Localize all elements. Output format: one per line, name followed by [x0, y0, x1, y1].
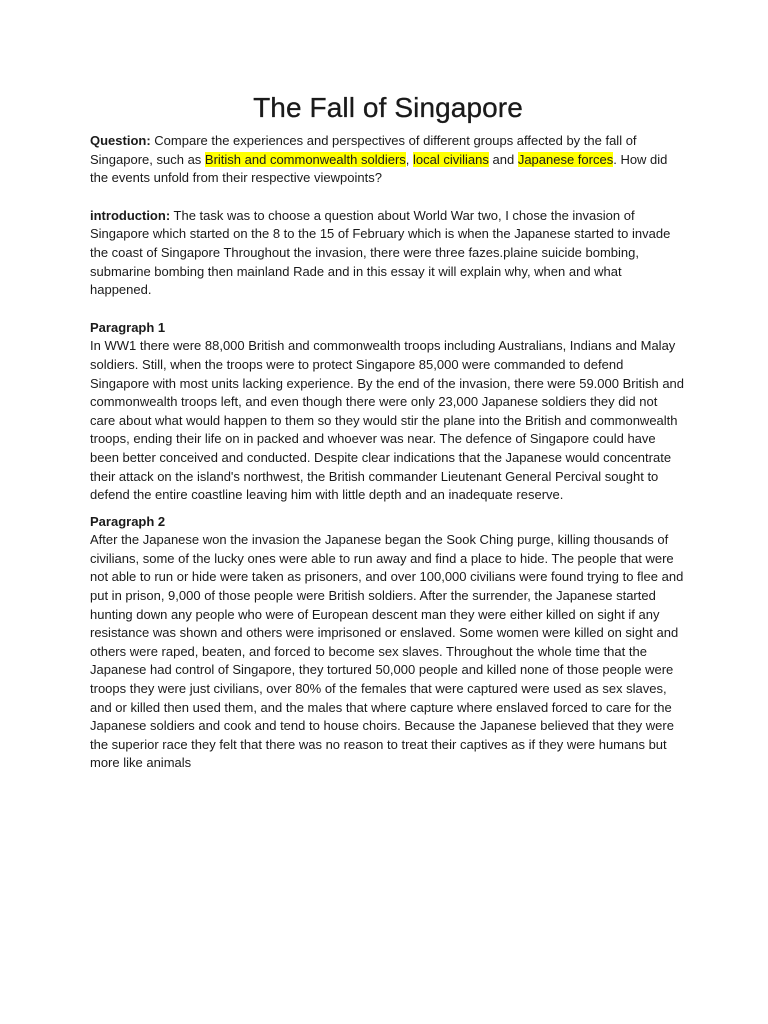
- paragraph-2-text: After the Japanese won the invasion the Japanese began the Sook Ching purge, killing thousands of civilians, some of the lucky ones were able to run away and find a place to hide. The people that were not able to run or hide were taken as prisoners, and over 100,000 civilians were found trying to flee and put in prison, 9,000 of those people were British soldiers. After the surrender, the Japanese started hunting down any people who were of European descent man they were either killed on sight if any resistance was shown and others were imprisoned or enslaved. Some women were killed on sight and others were raped, beaten, and forced to become sex slaves. Throughout the whole time that the Japanese had control of Singapore, they tortured 50,000 people and killed none of those people were troops they were just civilians, over 80% of the females that were captured were used as sex slaves, and or killed then used them, and the males that where capture where enslaved forced to care for the Japanese soldiers and cook and tend to house choirs. Because the Japanese believed that they were the superior race they felt that there was no reason to treat their captives as if they were humans but more like animals: [90, 532, 684, 771]
- question-text-2: ,: [405, 151, 414, 167]
- introduction-text: The task was to choose a question about World War two, I chose the invasion of Singapore which started on the 8 to the 15 of February which is when the Japanese started to invade the coast of Singapore Throughout the invasion, there were three fazes.plaine suicide bombing, submarine bombing then mainland Rade and in this essay it will explain why, when and what happened.: [90, 207, 671, 298]
- question-text-4: . How did the events unfold from their respective viewpoints?: [90, 151, 668, 186]
- spacer: [90, 505, 686, 513]
- highlight-british-soldiers: British and commonwealth soldiers: [204, 151, 406, 167]
- paragraph-1-heading: Paragraph 1: [90, 319, 166, 335]
- question-label: Question:: [90, 133, 151, 148]
- document-title: The Fall of Singapore: [253, 92, 523, 123]
- question-text-3: and: [488, 151, 518, 167]
- highlight-japanese-forces: Japanese forces: [517, 151, 614, 167]
- spacer: [90, 300, 686, 319]
- document-page: [90, 92, 686, 773]
- introduction-label: introduction:: [90, 207, 171, 223]
- highlight-local-civilians: local civilians: [413, 151, 489, 167]
- introduction-paragraph: [90, 207, 686, 300]
- paragraph-2-heading: Paragraph 2: [90, 513, 166, 529]
- spacer: [90, 188, 686, 207]
- question-text-1: Compare the experiences and perspectives of different groups affected by the fall of Singapore, such as: [90, 133, 637, 167]
- question-paragraph: [90, 132, 686, 188]
- paragraph-1-text: In WW1 there were 88,000 British and commonwealth troops including Australians, Indians and Malay soldiers. Still, when the troops were to protect Singapore 85,000 were commanded to defend Singapore with most units lacking experience. By the end of the invasion, there were 59.000 British and commonwealth troops left, and even though there were only 23,000 Japanese soldiers they did not care about what would happen to them so they would stir the plane into the British and commonwealth troops, ending their life on in packed and whoever was near. The defence of Singapore could have been better conceived and conducted. Despite clear indications that the Japanese would concentrate their attack on the island's northwest, the British commander Lieutenant General Percival sought to defend the entire coastline leaving him with little depth and an inadequate reserve.: [90, 338, 685, 503]
